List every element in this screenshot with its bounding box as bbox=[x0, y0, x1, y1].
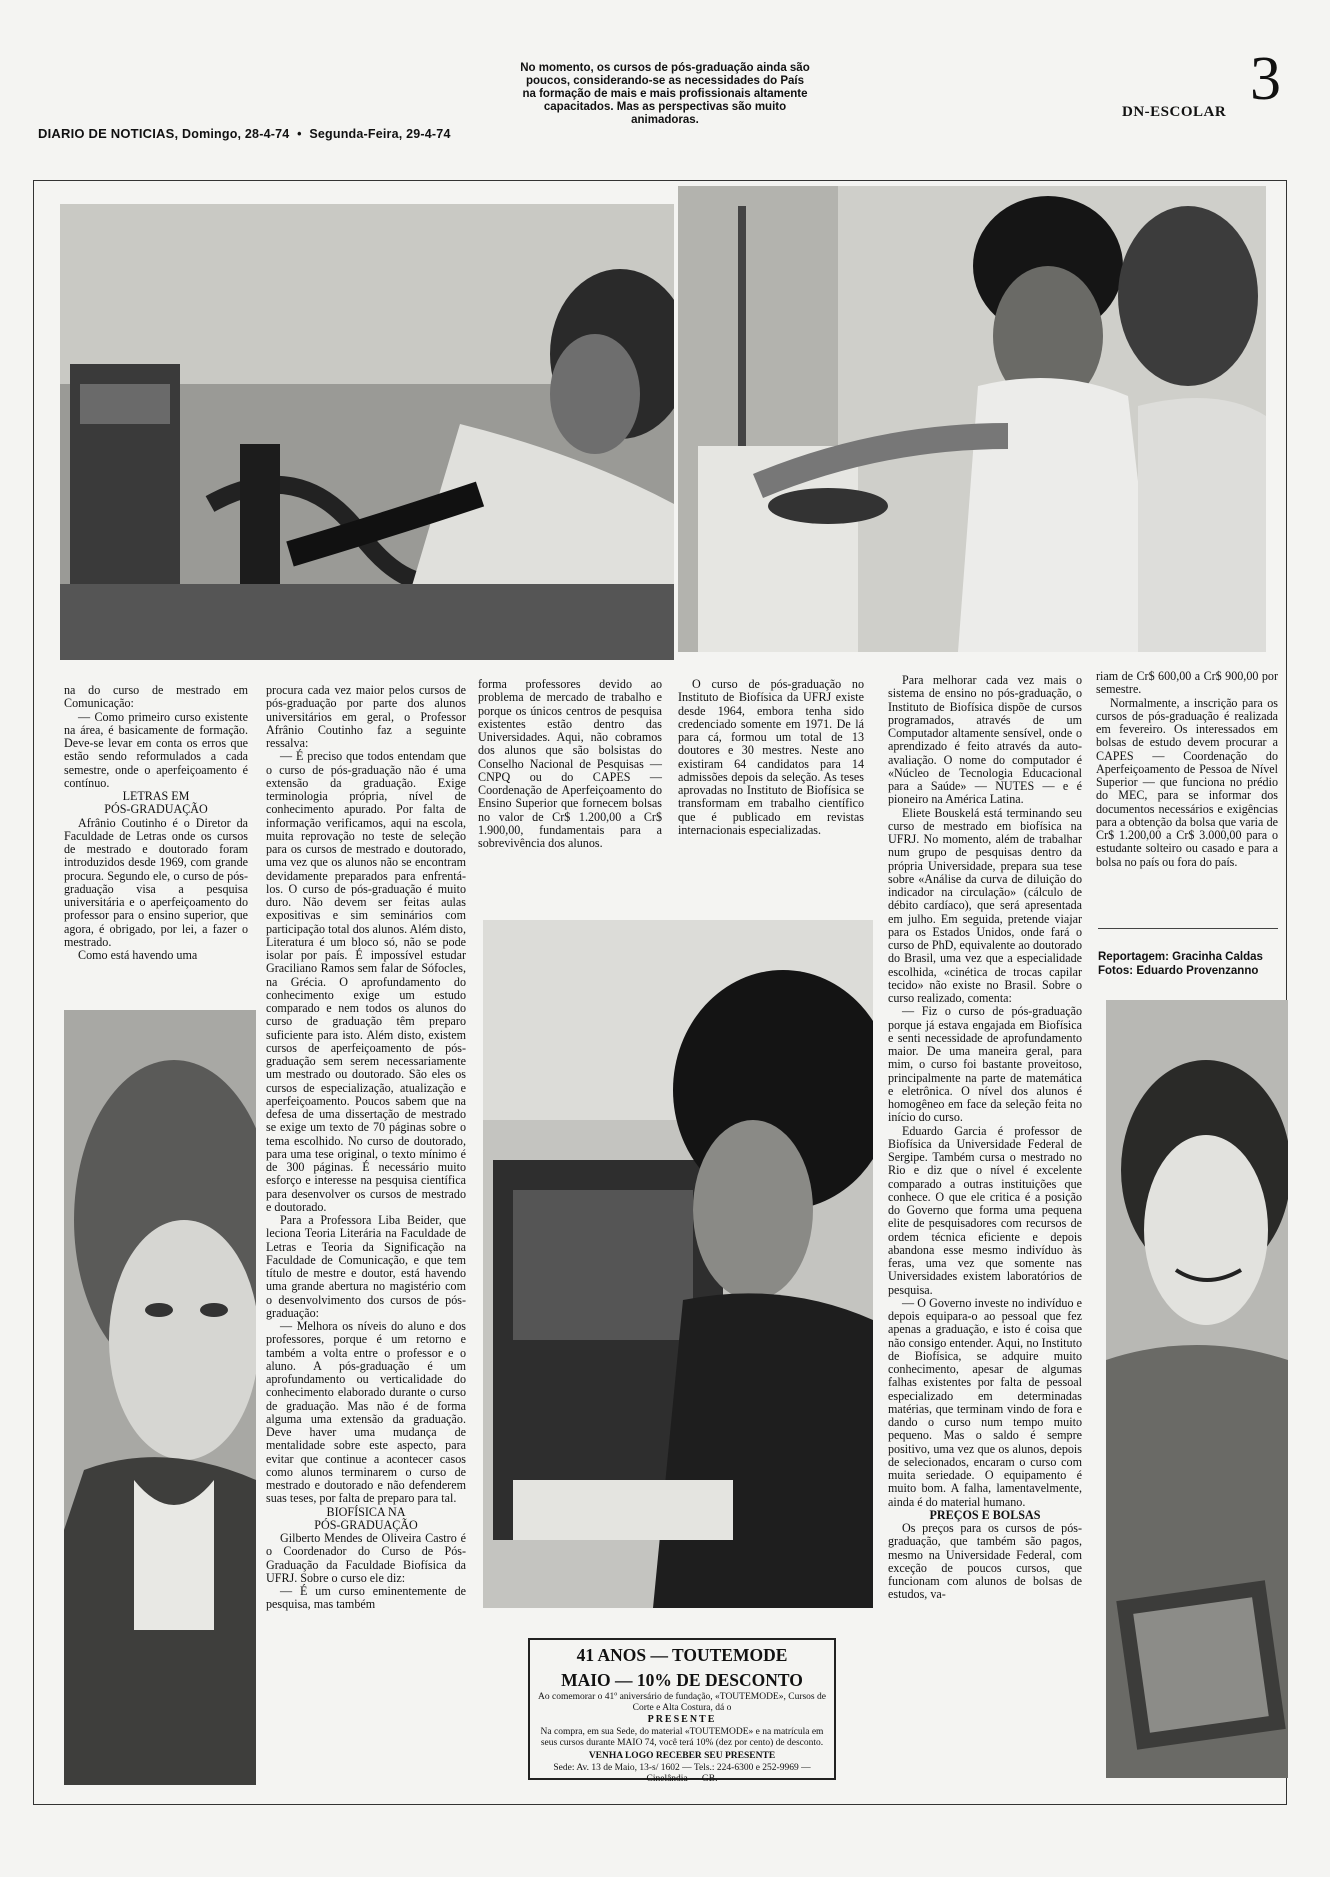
article-column-5 bbox=[888, 674, 1082, 1602]
ad-address: Sede: Av. 13 de Maio, 13-s/ 1602 — Tels.: 224-6300 e 252-9969 — Cinelândia — GB. bbox=[553, 1763, 811, 1784]
col5-paragraph-5: — O Governo investe no indivíduo e depois equipara-o ao pessoal que fez apenas a graduação, e isto é coisa que não consigo entender. Aqui, no Instituto de Biofísica, se adquire muito conhecimento, apesar de algumas falhas existentes por falta de pessoal especializado em determinadas matérias, que terminam vindo de fora e dando o curso num tempo muito pequeno. Mas o saldo é sempre positivo, uma vez que os alunos, depois de selecionados, encaram o curso com muita seriedade. O equipamento é muito bom. A falha, lamentavelmente, ainda é do material humano. bbox=[888, 1295, 1082, 1509]
article-column-6 bbox=[1096, 670, 1278, 869]
col6-paragraph-1: riam de Cr$ 600,00 a Cr$ 900,00 por semestre. bbox=[1096, 669, 1278, 697]
page-headline: No momento, os cursos de pós-graduação ainda são poucos, considerando-se as necessidades do País na formação de mais e mais profissionais altamente capacitados. Mas as perspectivas são muito animadoras. bbox=[520, 62, 810, 126]
newspaper-name: DIARIO DE NOTICIAS, bbox=[38, 126, 179, 141]
col6-paragraph-2: Normalmente, a inscrição para os cursos de pós-graduação é realizada em fevereiro. Os interessados em bolsas de estudo devem procurar a CAPES — Coordenação do Aperfeiçoamento de Pessoa de Nível Superior — que funciona no prédio do MEC, para se informar dos documentos necessários e exigências para a obtenção da bolsa que varia de Cr$ 1.200,00 a Cr$ 3.000,00 para o estudante solteiro ou casado e para a bolsa no país ou fora do país. bbox=[1096, 695, 1278, 869]
page-number: 3 bbox=[1250, 45, 1281, 113]
subheading-pos-graduacao-1: PÓS-GRADUAÇÃO bbox=[104, 802, 208, 817]
masthead-date-monday: Segunda-Feira, 29-4-74 bbox=[309, 127, 451, 141]
photo-two-men-lab-experiment bbox=[678, 186, 1266, 652]
masthead-date-sunday: Domingo, 28-4-74 bbox=[182, 127, 290, 141]
col5-paragraph-1: Para melhorar cada vez mais o sistema de ensino no pós-graduação, o Instituto de Biofísica dispõe de cursos programados, através de um Computador altamente sensível, onde o aprendizado é feito através da auto-avaliação. O nome do computador é «Núcleo de Tecnologia Educacional para a Saúde» — NUTES — e é pioneiro na América Latina. bbox=[888, 673, 1082, 807]
photo-woman-professor bbox=[64, 1010, 256, 1785]
col5-paragraph-6: Os preços para os cursos de pós-graduação, que também são pagos, mesmo na Universidade Federal, com exceção de poucos cursos, que funcionam com alunos de bolsas de estudos, va- bbox=[888, 1521, 1082, 1602]
ad-body-1: Ao comemorar o 41º aniversário de fundação, «TOUTEMODE», Cursos de Corte e Alta Costura, dá o bbox=[538, 1692, 826, 1713]
ad-title-line-1: 41 ANOS — TOUTEMODE bbox=[576, 1645, 788, 1665]
col2-paragraph-4: — Melhora os níveis do aluno e dos professores, porque é um retorno e também a volta entre o professor e o aluno. A pós-graduação é um aprofundamento ou verticalidade do conhecimento elaborado durante o curso de graduação. Mas não é de forma alguma uma extensão da graduação. Deve haver uma mudança de mentalidade sobre este aspecto, para evitar que continue a acontecer casos como alunos terminarem o curso de mestrado e doutorado e não defenderem suas teses, por falta de preparo para tal. bbox=[266, 1319, 466, 1506]
photo-student-at-computer bbox=[483, 920, 873, 1608]
subheading-biofisica: BIOFÍSICA NA bbox=[326, 1504, 406, 1519]
col1-paragraph-1: na do curso de mestrado em Comunicação: bbox=[64, 683, 248, 711]
article-column-1 bbox=[64, 684, 248, 962]
masthead bbox=[38, 126, 451, 141]
col5-paragraph-2: Eliete Bouskelá está terminando seu curso de mestrado em biofísica na UFRJ. No momento, além de trabalhar num grupo de pesquisas dentro da própria Universidade, prepara sua tese sobre «Análise da curva de diluição do indicador na circulação» (cálculo de débito cardíaco), que será apresentada em julho. Em seguida, pretende viajar para os Estados Unidos, onde fará o curso de PhD, equivalente ao doutorado do Brasil, uma vez que a especialidade escolhida, «cinética de trocas capilar tecido» não existe no Brasil. Sobre o curso realizado, comenta: bbox=[888, 805, 1082, 1005]
col2-paragraph-5: Gilberto Mendes de Oliveira Castro é o Coordenador do Curso de Pós-Graduação da Faculdade Biofísica da UFRJ. Sobre o curso ele diz: bbox=[266, 1531, 466, 1585]
col2-paragraph-3: Para a Professora Liba Beider, que leciona Teoria Literária na Faculdade de Letras e Teoria da Significação na Faculdade de Comunicação, e que tem título de mestre e doutor, está havendo uma grande abertura no magistério com o desenvolvimento dos cursos de pós-graduação: bbox=[266, 1213, 466, 1320]
toutemode-advertisement bbox=[528, 1638, 836, 1784]
article-column-4 bbox=[678, 678, 864, 837]
col1-paragraph-4: Como está havendo uma bbox=[78, 948, 198, 962]
col2-paragraph-1: procura cada vez maior pelos cursos de pós-graduação por parte dos alunos universitários em geral, o Professor Afrânio Coutinho faz a seguinte ressalva: bbox=[266, 683, 466, 750]
ad-body-2: Na compra, em sua Sede, do material «TOUTEMODE» e na matrícula em seus cursos durante MAIO 74, você terá 10% (dez por cento) de desconto. bbox=[540, 1727, 824, 1748]
col5-paragraph-3: — Fiz o curso de pós-graduação porque já estava engajada em Biofísica e senti necessidade de aprofundamento maior. De uma maneira geral, para mim, o curso foi bastante proveitoso, principalmente na parte de matemática e eletrônica. O nível dos alunos é homogêneo em face da seleção feita no início do curso. bbox=[888, 1004, 1082, 1125]
masthead-separator: • bbox=[297, 127, 302, 141]
col1-paragraph-3: Afrânio Coutinho é o Diretor da Faculdade de Letras onde os cursos de mestrado e doutorado foram introduzidos desde 1969, com grande procura. Segundo ele, o curso de pós-graduação visa a pesquisa universitária e o aperfeiçoamento do professor para o ensino superior, que agora, é obrigado, por lei, a fazer o mestrado. bbox=[64, 815, 248, 949]
photo-researcher-lab-equipment bbox=[60, 204, 674, 660]
credit-reporter: Reportagem: Gracinha Caldas bbox=[1098, 951, 1263, 963]
article-column-3 bbox=[478, 678, 662, 850]
ad-call-to-action: VENHA LOGO RECEBER SEU PRESENTE bbox=[588, 1751, 776, 1761]
credit-photographer: Fotos: Eduardo Provenzanno bbox=[1098, 965, 1259, 977]
photo-credits bbox=[1098, 950, 1288, 978]
col2-paragraph-2: — É preciso que todos entendam que o curso de pós-graduação não é uma extensão da graduação. Exige terminologia própria, nível de conhecimento apurado. Por falta de informação verificamos, aqui na escola, muita reprovação no teste de seleção para os cursos de mestrado e doutorado, uma vez que os alunos não se encontram devidamente preparados para enfrentá-los. O curso de pós-graduação é muito duro. Não devem ser feitas aulas expositivas e sim seminários com participação total dos alunos. Além disto, Literatura é um bloco só, não se pode isolar por país. É impossível estudar Graciliano Ramos sem falar de Sófocles, na Grécia. O aprofundamento do conhecimento exige um estudo comparado e nem todos os alunos do curso de graduação têm preparo suficiente para isto. Além disto, existem cursos de aperfeiçoamento de pós-graduação sem serem necessariamente um mestrado ou doutorado. São eles os cursos de especialização, atualização e aperfeiçoamento. Poucos sabem que na defesa de uma dissertação de mestrado se exige um texto de 70 páginas sobre o tema escolhido. No curso de doutorado, para uma tese original, o texto mínimo é de 300 páginas. É necessário muito esforço e interesse na pesquisa científica para desenvolver os cursos de mestrado e doutorado. bbox=[266, 749, 466, 1214]
ad-present: PRESENTE bbox=[647, 1714, 717, 1725]
ad-title-line-2: MAIO — 10% DE DESCONTO bbox=[561, 1670, 803, 1690]
credits-divider bbox=[1098, 928, 1278, 929]
col5-paragraph-4: Eduardo Garcia é professor de Biofísica da Universidade Federal de Sergipe. Também cursa o mestrado no Rio e diz que o nível é excelente comparado a outras instituições que conhece. O que ele critica é a posição do Governo que forma uma pequena elite de pesquisadores com recursos de ordem técnica eficiente e depois abandona esse mesmo indivíduo às feras, uma vez que somente nas Universidades existem laboratórios de pesquisa. bbox=[888, 1123, 1082, 1297]
subheading-precos-bolsas: PREÇOS E BOLSAS bbox=[929, 1507, 1041, 1522]
col2-paragraph-6: — É um curso eminentemente de pesquisa, mas também bbox=[266, 1584, 466, 1612]
section-name: DN-ESCOLAR bbox=[1122, 104, 1227, 120]
subheading-pos-graduacao-2: PÓS-GRADUAÇÃO bbox=[314, 1517, 418, 1532]
col3-paragraph-1: forma professores devido ao problema de mercado de trabalho e porque os únicos centros de pesquisa existentes estão dentro das Universidades. Aqui, não cobramos dos alunos que são bolsistas do Conselho Nacional de Pesquisas — CNPQ ou do CAPES — Coordenação de Aperfeiçoamento do Ensino Superior que fornecem bolsas no valor de Cr$ 1.200,00 a Cr$ 1.900,00, fundamentais para a sobrevivência dos alunos. bbox=[478, 677, 662, 850]
subheading-letras: LETRAS EM bbox=[122, 789, 190, 803]
article-column-2 bbox=[266, 684, 466, 1612]
col4-paragraph-1: O curso de pós-graduação no Instituto de Biofísica da UFRJ existe desde 1964, embora tenha sido credenciado somente em 1971. De lá para cá, formou um total de 13 doutores e 30 mestres. Neste ano existiram 64 candidatos para 14 admissões depois da seleção. As teses aprovadas no Instituto de Biofísica se transformam em trabalho científico que é publicado em revistas internacionais especializadas. bbox=[678, 677, 864, 837]
col1-paragraph-2: — Como primeiro curso existente na área, é basicamente de formação. Deve-se levar em conta os erros que estão sendo reformulados a cada semestre, onde o aperfeiçoamento é contínuo. bbox=[64, 709, 248, 790]
photo-smiling-woman-with-book bbox=[1106, 1000, 1288, 1778]
